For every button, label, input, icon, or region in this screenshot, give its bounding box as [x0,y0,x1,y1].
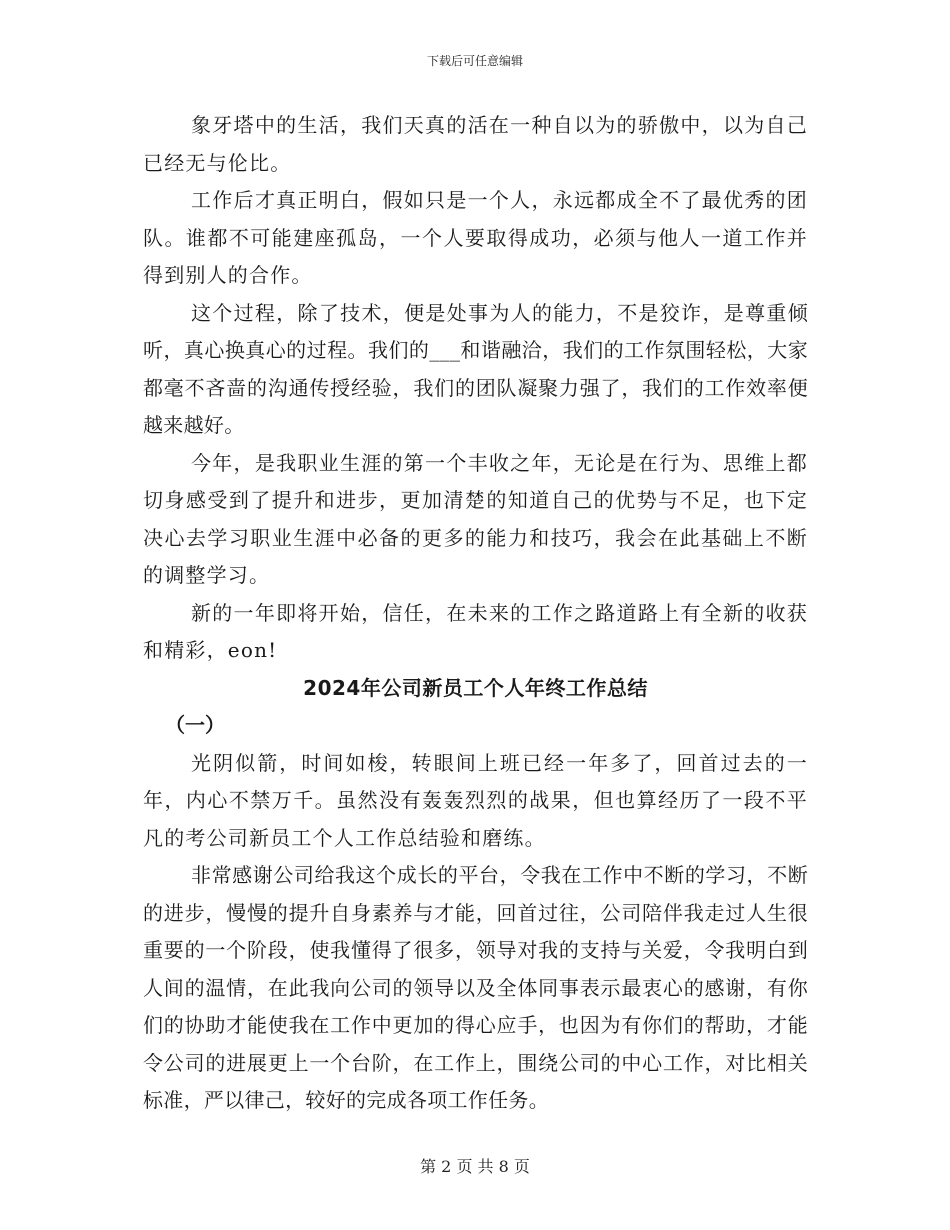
section-title: 2024年公司新员工个人年终工作总结 [303,675,648,700]
paragraph: 工作后才真正明白，假如只是一个人，永远都成全不了最优秀的团队。谁都不可能建座孤岛，一个人要取得成功，必须与他人一道工作并得到别人的合作。 [143,188,808,287]
paragraph: 非常感谢公司给我这个成长的平台，令我在工作中不断的学习，不断的进步，慢慢的提升自身素养与才能，回首过往，公司陪伴我走过人生很重要的一个阶段，使我懂得了很多，领导对我的支持与关爱，令我明白到人间的温情，在此我向公司的领导以及全体同事表示最衷心的感谢，有你们的协助才能使我在工作中更加的得心应手，也因为有你们的帮助，才能令公司的进展更上一个台阶，在工作上，围绕公司的中心工作，对比相关标准，严以律己，较好的完成各项工作任务。 [143,863,808,1112]
page-footer: 第 2 页 共 8 页 [420,1157,530,1176]
paragraph: 新的一年即将开始，信任，在未来的工作之路道路上有全新的收获和精彩，eon! [143,600,808,662]
paragraph: 今年，是我职业生涯的第一个丰收之年，无论是在行为、思维上都切身感受到了提升和进步，更加清楚的知道自己的优势与不足，也下定决心去学习职业生涯中必备的更多的能力和技巧，我会在此基础上不断的调整学习。 [143,450,808,587]
section-subheading: （一） [165,713,225,737]
page-header: 下载后可任意编辑 [426,54,523,68]
paragraph: 这个过程，除了技术，便是处事为人的能力，不是狡诈，是尊重倾听，真心换真心的过程。我们的___和谐融洽，我们的工作氛围轻松，大家都毫不吝啬的沟通传授经验，我们的团队凝聚力强了，我们的工作效率便越来越好。 [143,300,808,437]
paragraph: 象牙塔中的生活，我们天真的活在一种自以为的骄傲中，以为自己已经无与伦比。 [143,113,808,175]
paragraph: 光阴似箭，时间如梭，转眼间上班已经一年多了，回首过去的一年，内心不禁万千。虽然没有轰轰烈烈的战果，但也算经历了一段不平凡的考公司新员工个人工作总结验和磨练。 [143,750,808,850]
document-body [143,107,808,1120]
